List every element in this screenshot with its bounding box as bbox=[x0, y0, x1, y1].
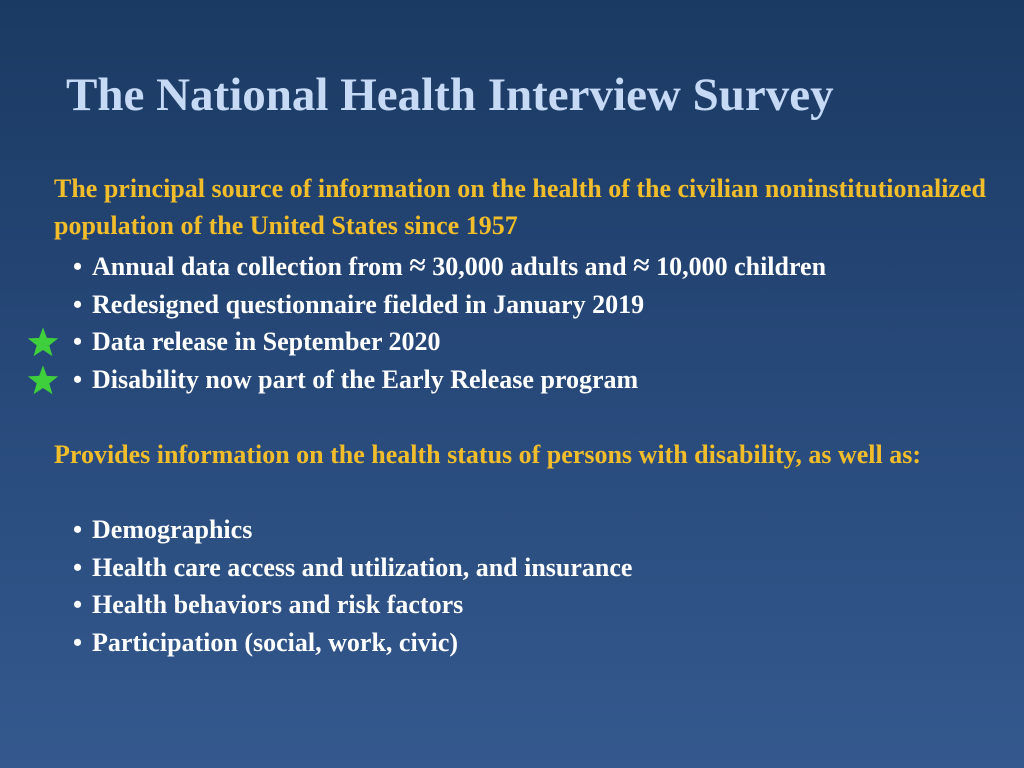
bullet-text: Participation (social, work, civic) bbox=[92, 627, 459, 657]
bullet-disability-early-release bbox=[73, 361, 826, 399]
approx-symbol: ≈ bbox=[409, 249, 426, 282]
bullet-text: Redesigned questionnaire fielded in January 2019 bbox=[92, 289, 645, 319]
bullet-health-behaviors bbox=[73, 586, 632, 624]
slide-title: The National Health Interview Survey bbox=[66, 69, 834, 121]
star-icon bbox=[27, 364, 59, 396]
bullet-marker: • bbox=[73, 515, 83, 544]
bullet-text: Health care access and utilization, and insurance bbox=[92, 552, 633, 582]
bullet-demographics bbox=[73, 511, 632, 549]
bullet-text: Annual data collection from bbox=[92, 252, 410, 281]
bullet-marker: • bbox=[73, 627, 83, 657]
bullet-text: 10,000 children bbox=[649, 252, 827, 281]
bullet-health-care-access bbox=[73, 549, 632, 587]
bullet-text: Disability now part of the Early Release program bbox=[92, 364, 639, 394]
bullet-participation bbox=[73, 624, 632, 662]
bullet-marker: • bbox=[73, 327, 83, 356]
section-1-lead: The principal source of information on the health of the civilian noninstitutionalized population of the United States since 1957 bbox=[54, 174, 986, 240]
bullet-data-release bbox=[73, 323, 826, 361]
bullet-annual-data-collection bbox=[73, 247, 826, 286]
bullet-text: Health behaviors and risk factors bbox=[92, 590, 464, 619]
section-1-bullet-list bbox=[73, 247, 826, 398]
approx-symbol: ≈ bbox=[633, 249, 650, 282]
bullet-text: Data release in September 2020 bbox=[92, 327, 441, 356]
bullet-marker: • bbox=[73, 590, 83, 619]
section-2-lead: Provides information on the health status of persons with disability, as well as: bbox=[54, 440, 921, 469]
bullet-redesigned-questionnaire bbox=[73, 286, 826, 324]
bullet-marker: • bbox=[73, 364, 83, 394]
bullet-marker: • bbox=[73, 552, 83, 582]
bullet-text: 30,000 adults and bbox=[425, 252, 634, 281]
bullet-marker: • bbox=[73, 289, 83, 319]
star-icon bbox=[27, 326, 59, 358]
bullet-marker: • bbox=[73, 252, 83, 281]
bullet-text: Demographics bbox=[92, 515, 253, 544]
section-2-bullet-list bbox=[73, 511, 632, 661]
